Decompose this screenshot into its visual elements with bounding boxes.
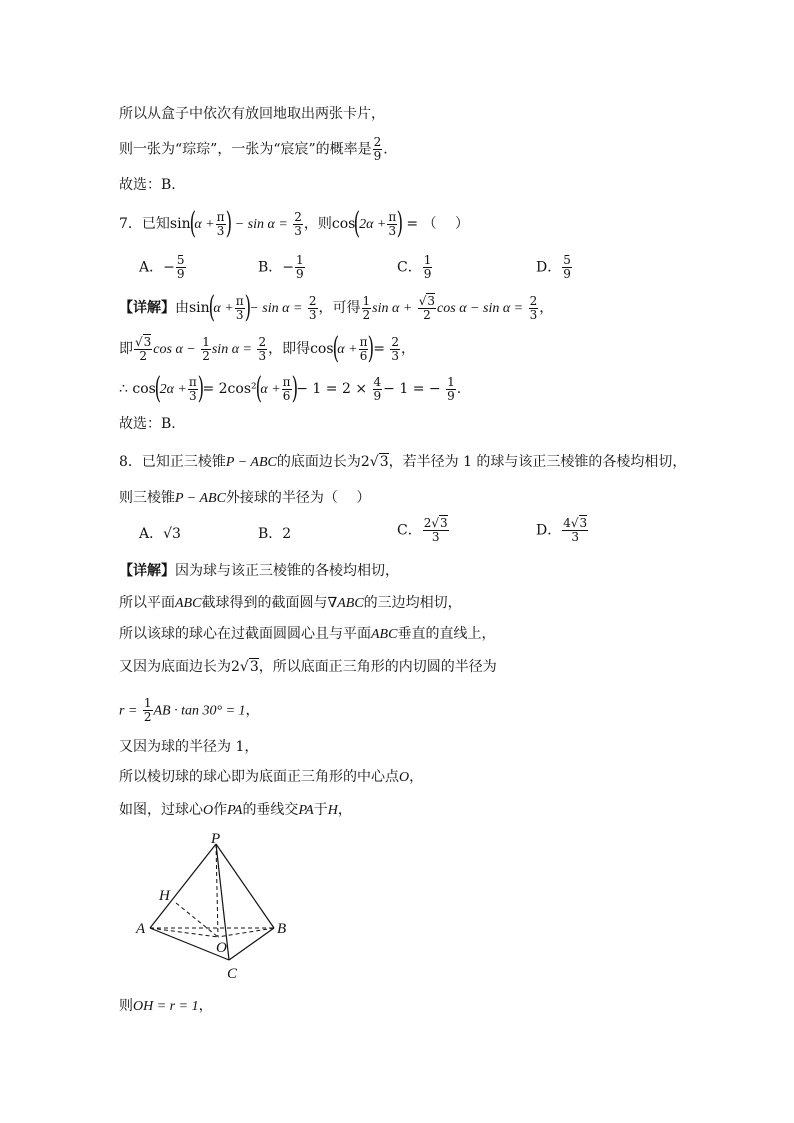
q7-option-a[interactable]: A．− $\frac{5}{9}$ <box>139 253 185 281</box>
q8-solution-line-4: 又因为底面边长为2√3，所以底面正三角形的内切圆的半径为 <box>119 659 497 675</box>
label-o: O <box>216 940 227 956</box>
segment-ho <box>176 903 218 937</box>
q8-solution-line-7: 所以棱切球的球心即为底面正三角形的中心点O， <box>119 769 424 785</box>
solution-tag: 【详解】 <box>119 300 175 316</box>
pyramid-figure <box>132 832 302 984</box>
q8-option-c[interactable]: C． $\frac{2√3}{3}$ <box>397 516 448 544</box>
q8-solution-line-2: 所以平面ABC截球得到的截面圆与∇ABC的三边均相切， <box>119 595 462 611</box>
q7-option-c[interactable]: C． $\frac{1}{9}$ <box>397 253 432 281</box>
intro-line-1 <box>119 104 385 124</box>
edge-bc <box>229 928 274 960</box>
q8-option-d[interactable]: D． $\frac{4√3}{3}$ <box>536 516 588 544</box>
label-c: C <box>227 966 238 982</box>
q7-stem: 7．已知sin(α + $\frac{\pi}{3}$ ) − sin α = $\frac{2}{3}$ ，则cos(2α + $\frac{\pi}{3}$ ) = （ ） <box>119 206 470 241</box>
edge-pa <box>150 844 216 928</box>
intro-choose: 故选：B. <box>119 177 176 193</box>
pyramid-diagram <box>132 832 302 984</box>
q8-solution-line-6: 又因为球的半径为 1， <box>119 739 259 755</box>
label-h: H <box>159 888 170 904</box>
q7-solution-line-2: 即 $\frac{√3}{2}$ cos α − $\frac{1}{2}$ sin α = $\frac{2}{3}$ ，即得cos(α + $\frac{\pi}{6}$ )= $\frac{2}{3}$ ， <box>119 331 416 366</box>
edge-pb <box>216 844 274 928</box>
q7-option-d[interactable]: D． $\frac{5}{9}$ <box>536 253 571 281</box>
q8-solution-line-3: 所以该球的球心在过截面圆圆心且与平面ABC垂直的直线上， <box>119 626 496 642</box>
q7-solution-line-3: ∴ cos(2α + $\frac{\pi}{3}$ )= 2cos²(α + $\frac{\pi}{6}$ )− 1 = 2 × $\frac{4}{9}$ − 1 = − $\frac{1}{9}$ . <box>119 371 462 406</box>
q8-stem-line-1: 8．已知正三棱锥P − ABC的底面边长为2√3，若半径为 1 的球与该正三棱锥的各棱均相切， <box>119 454 687 470</box>
label-b: B <box>277 921 287 937</box>
q7-choose: 故选：B. <box>119 416 176 432</box>
q8-solution-line-8: 如图，过球心O作PA的垂线交PA于H， <box>119 802 352 818</box>
intro-text-1: 所以从盒子中依次有放回地取出两张卡片， <box>119 106 385 122</box>
q8-solution-line-9: 则OH = r = 1， <box>119 998 213 1014</box>
label-a: A <box>136 921 146 937</box>
intro-line-2: 则一张为“琮琮”，一张为“宸宸”的概率是 $\frac{2}{9}$ . <box>119 135 388 163</box>
q7-option-b[interactable]: B．− $\frac{1}{9}$ <box>258 253 304 281</box>
q8-solution-line-5: r = $\frac{1}{2}$ AB · tan 30° = 1， <box>119 696 260 724</box>
q7-solution-line-1: 【详解】由sin(α + $\frac{\pi}{3}$ )− sin α = $\frac{2}{3}$ ，可得 $\frac{1}{2}$ sin α + $\frac{√3}{2}$ cos α − sin α = $\frac{2}{3}$ ， <box>119 290 554 325</box>
intro-text-2: 则一张为“琮琮”，一张为“宸宸”的概率是 <box>119 141 372 158</box>
probability-fraction: $\frac{2}{9}$ <box>373 135 382 163</box>
q8-option-a[interactable]: A．√3 <box>139 526 181 542</box>
q8-solution-line-1: 【详解】因为球与该正三棱锥的各棱均相切， <box>119 563 399 579</box>
q8-option-b[interactable]: B．2 <box>258 526 292 542</box>
label-p: P <box>211 832 221 847</box>
q8-stem-line-2: 则三棱锥P − ABC外接球的半径为（ ） <box>119 490 371 506</box>
